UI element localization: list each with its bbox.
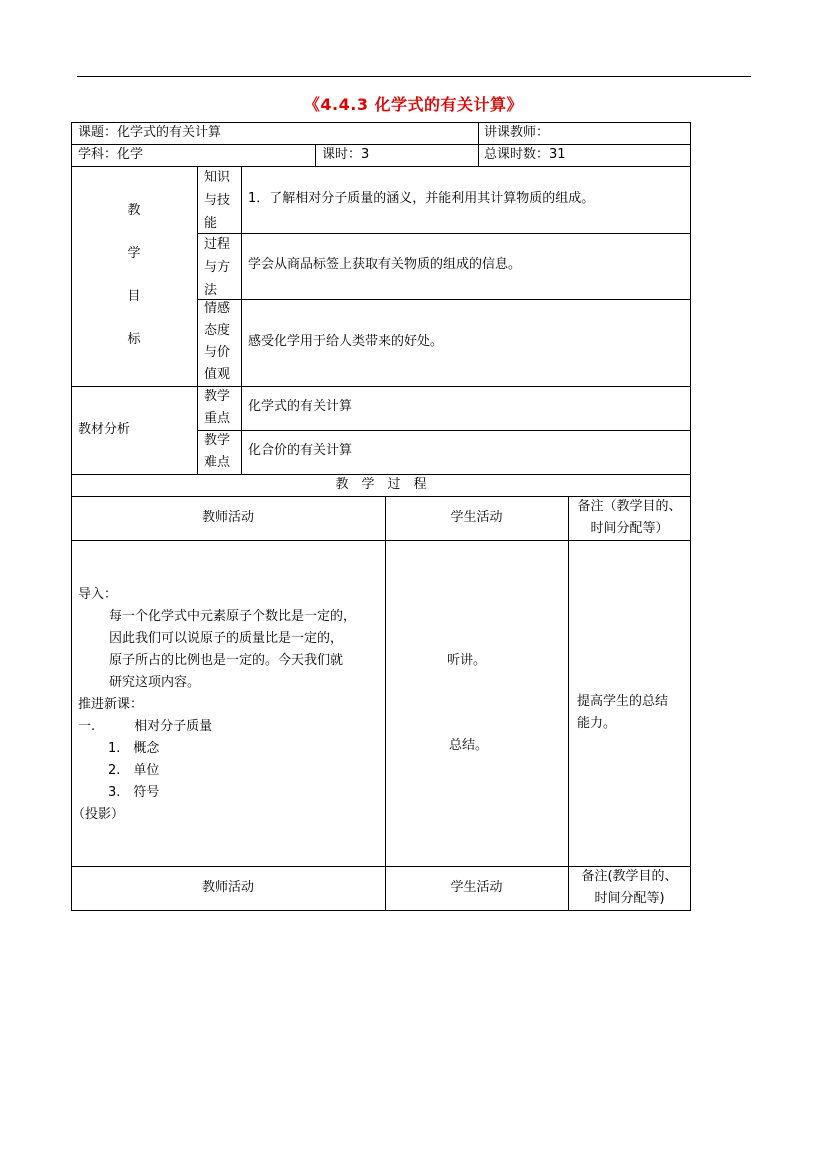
subject-value: 化学 [117, 147, 144, 162]
objective-knowledge-content: 1．了解相对分子质量的涵义，并能利用其计算物质的组成。 [248, 191, 595, 206]
hours-label: 课时： [322, 147, 362, 162]
key-point-content: 化学式的有关计算 [248, 399, 353, 414]
subject-cell [78, 144, 143, 166]
teacher-line: （投影） [72, 807, 125, 822]
objectives-label-char: 教 [127, 203, 141, 218]
difficulty-label: 教学 难点 [204, 433, 231, 470]
hours-value: 3 [361, 147, 370, 162]
objective-attitude-label: 情感 态度 与价 值观 [204, 301, 231, 382]
topic-cell [78, 122, 221, 144]
teacher-line: 每一个化学式中元素原子个数比是一定的， [109, 609, 357, 624]
teacher-activity-body [72, 584, 357, 826]
header-rule [77, 76, 751, 77]
objectives-label-char: 目 [127, 289, 141, 304]
subject-label: 学科： [78, 147, 118, 162]
student-line-summary: 总结。 [449, 738, 489, 753]
objectives-label [71, 196, 197, 368]
teacher-line: 1. 概念 [108, 741, 160, 756]
student-line-listen: 听讲。 [447, 653, 487, 668]
teacher-line: 研究这项内容。 [109, 675, 201, 690]
process-heading: 教 学 过 程 [335, 477, 427, 492]
hours-cell [322, 144, 369, 166]
total-label: 总课时数： [484, 147, 550, 162]
topic-label: 课题： [78, 125, 118, 140]
objectives-label-char: 学 [127, 246, 141, 261]
teacher-line: 原子所占的比例也是一定的。今天我们就 [109, 653, 344, 668]
note-body: 提高学生的总结 能力。 [577, 694, 669, 731]
topic-value: 化学式的有关计算 [117, 125, 222, 140]
teacher-line: 推进新课： [78, 697, 144, 712]
student-activity-header: 学生活动 [450, 510, 503, 525]
total-value: 31 [549, 147, 566, 162]
key-point-label: 教学 重点 [204, 389, 231, 426]
document-title: 《4.4.3 化学式的有关计算》 [303, 95, 524, 114]
objective-knowledge-label: 知识 与技 能 [204, 170, 231, 231]
teacher-line: 导入： [78, 587, 118, 602]
objective-attitude-content: 感受化学用于给人类带来的好处。 [248, 334, 444, 349]
objective-process-content: 学会从商品标签上获取有关物质的组成的信息。 [248, 257, 522, 272]
total-hours-cell [484, 144, 566, 166]
objectives-label-char: 标 [127, 332, 141, 347]
analysis-label: 教材分析 [78, 422, 131, 437]
teacher-activity-header: 教师活动 [201, 510, 254, 525]
objective-process-label: 过程 与方 法 [204, 237, 231, 298]
teacher-line: 3. 符号 [108, 785, 160, 800]
note-footer: 备注(教学目的、 时间分配等) [581, 869, 678, 906]
student-activity-footer: 学生活动 [450, 880, 503, 895]
teacher-line: 因此我们可以说原子的质量比是一定的， [109, 631, 344, 646]
teacher-line: 2. 单位 [108, 763, 160, 778]
teacher-label: 讲课教师： [484, 125, 550, 140]
difficulty-content: 化合价的有关计算 [248, 443, 353, 458]
teacher-cell [484, 122, 549, 144]
teacher-activity-footer: 教师活动 [201, 880, 254, 895]
teacher-line: 一. 相对分子质量 [78, 719, 213, 734]
note-header: 备注（教学目的、 时间分配等） [577, 499, 682, 536]
